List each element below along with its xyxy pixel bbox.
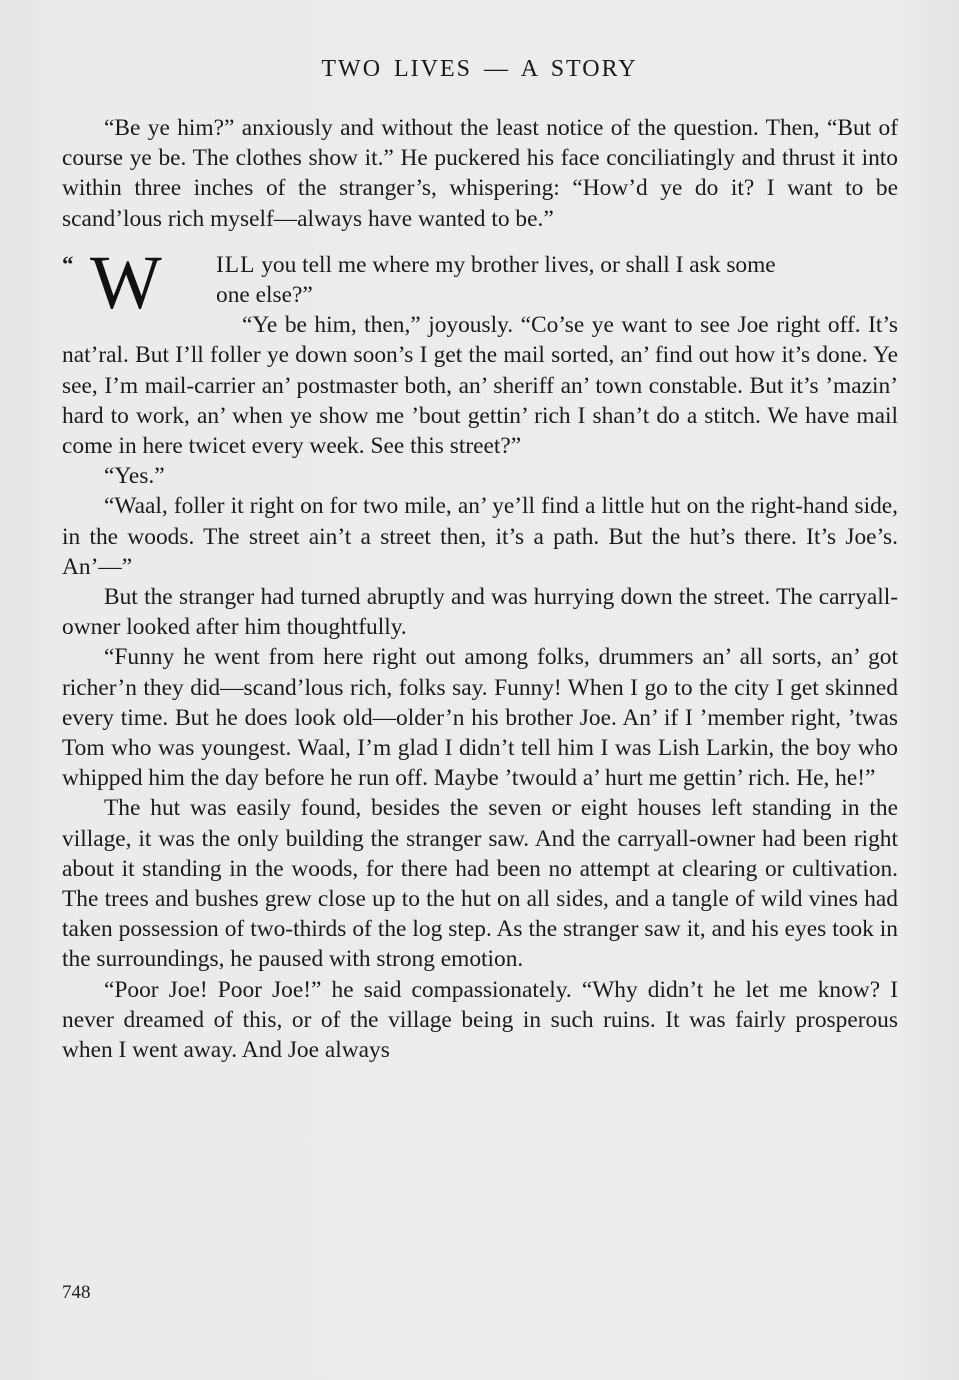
dropcap-line-text: you tell me where my brother lives, or shall I ask some [255, 251, 776, 278]
paragraph: “Waal, foller it right on for two mile, an’ ye’ll find a little hut on the right-hand side, in the woods. The street ain’t a street then, it’s a path. But the hut’s there. It’s Joe’s. An’—” [62, 493, 898, 580]
paragraph: The hut was easily found, besides the seven or eight houses left standing in the village, it was the only building the stranger saw. And the carryall-owner had been right about it standing in the woods, for there had been no attempt at clearing or cultivation. The trees and bushes grew close up to the hut on all sides, and a tangle of wild vines had taken possession of two-thirds of the log step. As the stranger saw it, and his eyes took in the surroundings, he paused with strong emotion. [62, 795, 898, 973]
page-number: 748 [62, 1282, 91, 1303]
open-quote: “ [62, 251, 74, 277]
drop-cap: W [90, 240, 162, 325]
body-text [62, 113, 898, 1065]
paragraph: “Yes.” [104, 463, 165, 490]
small-caps-word: ILL [216, 251, 256, 278]
paragraph: “Funny he went from here right out among folks, drummers an’ all sorts, an’ got richer’n they did—scand’lous rich, folks say. Funny! When I go to the city I get skinned every time. But he does look old—older’n his brother Joe. An’ if I ’member right, ’twas Tom who was youngest. Waal, I’m glad I didn’t tell him I was Lish Larkin, the boy who whipped him the day before he run off. Maybe ’twould a’ hurt me gettin’ rich. He, he!” [62, 644, 898, 792]
running-header: TWO LIVES — A STORY [321, 56, 638, 82]
paragraph: But the stranger had turned abruptly and was hurrying down the street. The carryall-owner looked after him thoughtfully. [62, 584, 898, 641]
dropcap-line-2: one else?” [216, 282, 313, 309]
paragraph: “Poor Joe! Poor Joe!” he said compassionately. “Why didn’t he let me know? I never dreamed of this, or of the village being in such ruins. It was fairly prosperous when I went away. And Joe always [62, 976, 898, 1064]
paragraph: “Be ye him?” anxiously and without the least notice of the question. Then, “But of course ye be. The clothes show it.” He puckered his face conciliatingly and thrust it into within three inches of the stranger’s, whispering: “How’d ye do it? I want to be scand’lous rich myself—always have wanted to be.” [62, 115, 898, 232]
paragraph: “Ye be him, then,” joyously. “Co’se ye want to see Joe right off. It’s nat’ral. But I’ll foller ye down soon’s I get the mail sorted, an’ find out how it’s done. Ye see, I’m mail-carrier an’ postmaster both, an’ sheriff an’ town constable. But it’s ’mazin’ hard to work, an’ when ye show me ’bout gettin’ rich I shan’t do a stitch. We have mail come in here twicet every week. See this street?” [62, 312, 898, 460]
